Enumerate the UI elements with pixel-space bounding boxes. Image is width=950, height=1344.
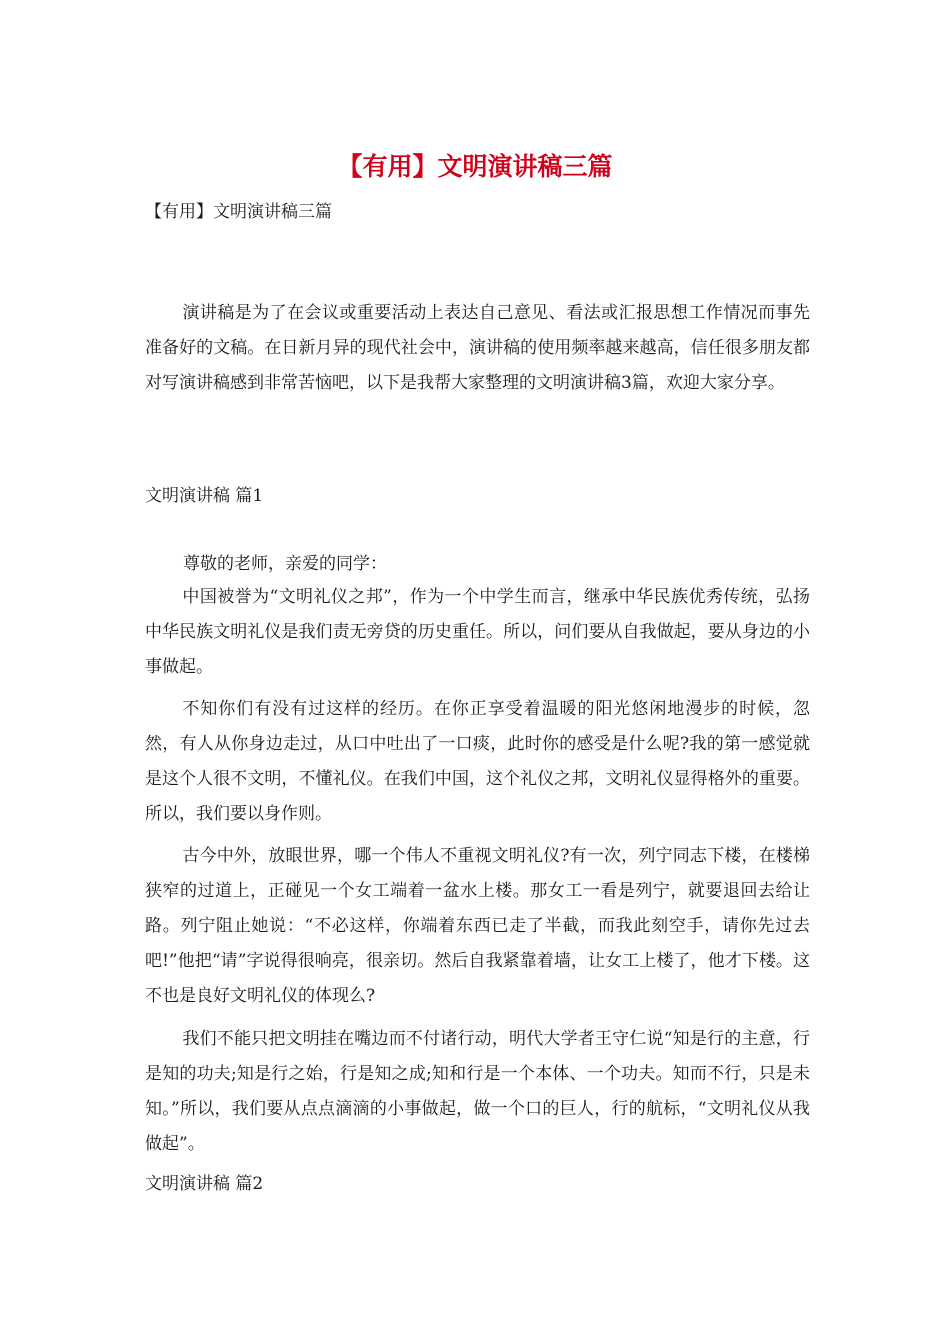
document-title: 【有用】文明演讲稿三篇 bbox=[337, 152, 613, 181]
section-heading-2: 文明演讲稿 篇2 bbox=[145, 1174, 264, 1194]
paragraph-2: 不知你们有没有过这样的经历。在你正享受着温暖的阳光悠闲地漫步的时候，忽然，有人从你身边走过，从口中吐出了一口痰，此时你的感受是什么呢?我的第一感觉就是这个人很不文明，不懂礼仪。在我们中国，这个礼仪之邦，文明礼仪显得格外的重要。所以，我们要以身作则。 bbox=[145, 699, 810, 824]
section-heading-1: 文明演讲稿 篇1 bbox=[145, 486, 264, 506]
paragraph-1: 中国被誉为“文明礼仪之邦”，作为一个中学生而言，继承中华民族优秀传统，弘扬中华民族文明礼仪是我们责无旁贷的历史重任。所以，问们要从自我做起，要从身边的小事做起。 bbox=[145, 587, 810, 677]
document-subtitle: 【有用】文明演讲稿三篇 bbox=[145, 202, 332, 222]
paragraph-3: 古今中外，放眼世界，哪一个伟人不重视文明礼仪?有一次，列宁同志下楼，在楼梯狭窄的过道上，正碰见一个女工端着一盆水上楼。那女工一看是列宁，就要退回去给让路。列宁阻止她说：“不必这样，你端着东西已走了半截，而我此刻空手，请你先过去吧!”他把“请”字说得很响亮，很亲切。然后自我紧靠着墙，让女工上楼了，他才下楼。这不也是良好文明礼仪的体现么? bbox=[145, 846, 810, 1006]
salutation: 尊敬的老师，亲爱的同学： bbox=[183, 554, 387, 574]
intro-paragraph: 演讲稿是为了在会议或重要活动上表达自己意见、看法或汇报思想工作情况而事先准备好的文稿。在日新月异的现代社会中，演讲稿的使用频率越来越高，信任很多朋友都对写演讲稿感到非常苦恼吧，以下是我帮大家整理的文明演讲稿3篇，欢迎大家分享。 bbox=[145, 303, 810, 393]
paragraph-4: 我们不能只把文明挂在嘴边而不付诸行动，明代大学者王守仁说“知是行的主意，行是知的功夫;知是行之始，行是知之成;知和行是一个本体、一个功夫。知而不行，只是未知。”所以，我们要从点点滴滴的小事做起，做一个口的巨人，行的航标，“文明礼仪从我做起”。 bbox=[145, 1029, 810, 1154]
